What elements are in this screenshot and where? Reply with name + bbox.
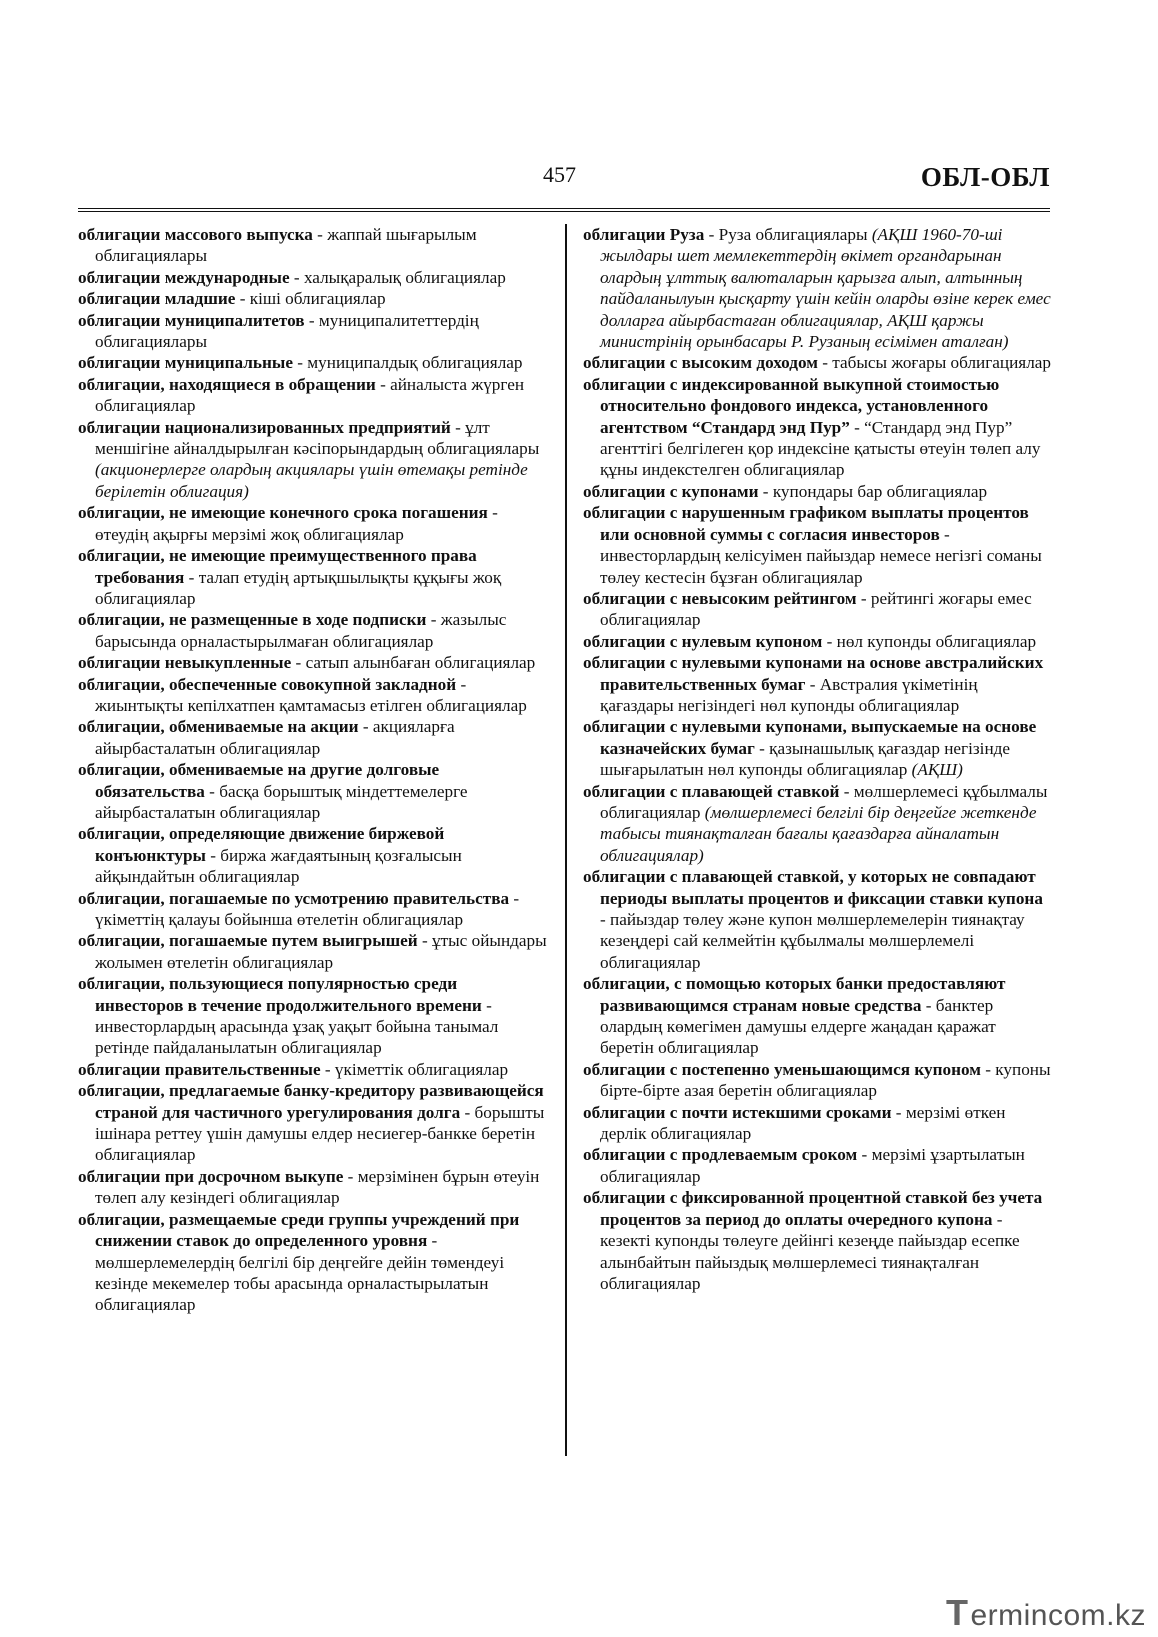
entry-term: облигации при досрочном выкупе bbox=[78, 1166, 344, 1186]
entry-separator: - bbox=[292, 353, 308, 373]
entry-term: облигации муниципальные bbox=[78, 353, 293, 373]
entry-translation: мөлшерлемесі құбылмалы облигациялар bbox=[600, 781, 1048, 822]
entry-term: облигации национализированных предприятий bbox=[78, 417, 451, 437]
entry-separator: - bbox=[205, 845, 221, 865]
dictionary-entry bbox=[78, 352, 548, 373]
entry-separator: - bbox=[980, 1059, 996, 1079]
entry-term: облигации с нулевыми купонами, выпускаемые на основе казначейских бумаг bbox=[583, 717, 1037, 758]
entry-term: облигации с почти истекшими сроками bbox=[583, 1102, 892, 1122]
entry-translation: нөл купонды облигациялар bbox=[836, 631, 1037, 651]
entry-translation: кіші облигациялар bbox=[249, 289, 386, 309]
entry-note: (АҚШ 1960-70-ші жылдары шет мемлекеттердің өкімет органдарынан олардың ұлттық валюталарын қарызға алып, алтынның пайдаланылуын қысқарту үшін кейін оларды өзіне керек емес долларға айырбастаған облигациялар, АҚШ қаржы министрінің орынбасары Р. Рузаның есімімен аталған) bbox=[600, 225, 1051, 352]
entry-separator: - bbox=[375, 374, 391, 394]
entry-term: облигации, с помощью которых банки предоставляют развивающимся странам новые средства bbox=[583, 974, 1006, 1015]
entry-separator: - bbox=[358, 717, 373, 737]
entry-separator: - bbox=[184, 567, 199, 587]
entry-translation: рейтингі жоғары емес облигациялар bbox=[600, 588, 1032, 630]
entry-translation: өтеудің ақырғы мерзімі жоқ облигациялар bbox=[95, 524, 404, 544]
dictionary-entry bbox=[583, 716, 1051, 780]
entry-translation: банктер олардың көмегімен дамушы елдерге жаңадан қаражат беретін облигациялар bbox=[600, 995, 996, 1058]
dictionary-entry bbox=[583, 1187, 1051, 1294]
entry-term: облигации, обмениваемые на другие долговые обязательства bbox=[78, 760, 440, 801]
entry-translation: ұлт меншігіне айналдырылған кәсіпорындардың облигациялары bbox=[95, 417, 540, 459]
entry-translation: талап етудің артықшылықты құқығы жоқ облигациялар bbox=[95, 567, 502, 608]
entry-term: облигации с плавающей ставкой bbox=[583, 781, 840, 801]
entry-separator: - bbox=[289, 267, 304, 287]
dictionary-entry bbox=[78, 374, 548, 417]
entry-separator: - bbox=[754, 738, 770, 758]
entry-term: облигации, определяющие движение биржевой конъюнктуры bbox=[78, 824, 445, 865]
termincom-logo bbox=[946, 1592, 1146, 1634]
entry-note: (акционерлерге олардың акциялары үшін өтемақы ретінде берілетін облигация) bbox=[95, 460, 528, 501]
entry-term: облигации с невысоким рейтингом bbox=[583, 588, 857, 608]
entry-translation: инвесторлардың келісуімен пайыздар немесе негізгі соманы төлеу кестесін бұзған облигациялар bbox=[600, 546, 1042, 587]
entry-term: облигации с нарушенным графиком выплаты процентов или основной суммы с согласия инвесторов bbox=[583, 503, 1029, 544]
entry-separator: - bbox=[921, 995, 936, 1015]
page-header bbox=[78, 158, 1050, 208]
entry-translation: ұтыс ойындары жолымен өтелетін облигациялар bbox=[95, 931, 547, 972]
entry-term: облигации правительственные bbox=[78, 1059, 321, 1079]
entry-separator: - bbox=[304, 310, 319, 330]
entry-term: облигации с продлеваемым сроком bbox=[583, 1145, 858, 1165]
column-divider bbox=[565, 224, 567, 1456]
entry-term: облигации, предлагаемые банку-кредитору развивающейся страной для частичного урегулирования долга bbox=[78, 1081, 544, 1122]
dictionary-entry bbox=[78, 759, 548, 823]
entry-term: облигации, размещаемые среди группы учреждений при снижении ставок до определенного уровня bbox=[78, 1209, 520, 1251]
entry-separator: - bbox=[343, 1166, 358, 1186]
entry-translation: акцияларға айырбасталатын облигациялар bbox=[95, 717, 455, 758]
left-column bbox=[78, 224, 548, 1316]
entry-translation: сатып алынбаған облигациялар bbox=[305, 653, 536, 673]
entry-term: облигации с нулевым купоном bbox=[583, 631, 823, 651]
entry-separator: - bbox=[417, 931, 433, 951]
entry-term: облигации, не имеющие конечного срока погашения bbox=[78, 503, 488, 523]
dictionary-entry bbox=[78, 652, 548, 673]
dictionary-entry bbox=[78, 930, 548, 973]
entry-translation: жаппай шығарылым облигациялары bbox=[95, 225, 477, 266]
entry-separator: - bbox=[456, 674, 467, 694]
dictionary-entry bbox=[583, 631, 1051, 652]
entry-term: облигации массового выпуска bbox=[78, 225, 313, 244]
entry-term: облигации невыкупленные bbox=[78, 653, 292, 673]
entry-term: облигации с плавающей ставкой, у которых не совпадают периоды выплаты процентов и фиксации ставки купона bbox=[583, 867, 1043, 908]
entry-term: облигации с постепенно уменьшающимся купоном bbox=[583, 1059, 981, 1079]
entry-translation: басқа борыштық міндеттемелерге айырбасталатын облигациялар bbox=[95, 781, 468, 822]
dictionary-entry bbox=[583, 1059, 1051, 1102]
entry-separator: - bbox=[856, 588, 871, 608]
dictionary-entry bbox=[78, 267, 548, 288]
entry-term: облигации, пользующиеся популярностью среди инвесторов в течение продолжительного времени bbox=[78, 974, 482, 1015]
dictionary-entry bbox=[78, 973, 548, 1059]
entry-separator: - bbox=[320, 1059, 335, 1079]
entry-term: облигации младшие bbox=[78, 289, 236, 309]
dictionary-entry bbox=[78, 716, 548, 759]
entry-translation: “Стандард энд Пур” агенттігі белгілеген қор индексіне қатысты өтеуін төлеп алу құны индекстелген облигациялар bbox=[600, 417, 1041, 480]
entry-translation: купоны бірте-бірте азая беретін облигациялар bbox=[600, 1059, 1051, 1101]
entry-term: облигации с нулевыми купонами на основе австралийских правительственных бумаг bbox=[583, 653, 1044, 694]
entry-separator: - bbox=[426, 610, 441, 630]
entry-separator: - bbox=[460, 1102, 475, 1122]
entry-translation: жазылыс барысында орналастырылмаған облигациялар bbox=[95, 610, 507, 651]
entry-translation: борышты ішінара реттеу үшін дамушы елдер несиегер-банкке беретін облигациялар bbox=[95, 1102, 545, 1165]
entry-term: облигации, не размещенные в ходе подписки bbox=[78, 610, 427, 630]
entry-term: облигации, обеспеченные совокупной закладной bbox=[78, 674, 457, 694]
entry-separator: - bbox=[817, 353, 833, 373]
entry-separator: - bbox=[487, 503, 498, 523]
entry-separator: - bbox=[204, 781, 220, 801]
entry-translation: инвесторлардың арасында ұзақ уақыт бойына танымал ретінде пайдаланылатын облигациялар bbox=[95, 1017, 499, 1058]
entry-term: облигации с высоким доходом bbox=[583, 353, 818, 373]
dictionary-entry bbox=[583, 866, 1051, 973]
logo-domain: .kz bbox=[1106, 1599, 1146, 1632]
entry-separator: - bbox=[857, 1145, 872, 1165]
right-column bbox=[583, 224, 1051, 1294]
dictionary-entry bbox=[78, 224, 548, 267]
entry-translation: Руза облигациялары bbox=[718, 225, 872, 244]
dictionary-entry bbox=[78, 288, 548, 309]
dictionary-entry bbox=[583, 352, 1051, 373]
entry-separator: - bbox=[450, 417, 466, 437]
dictionary-entry bbox=[78, 1209, 548, 1316]
entry-term: облигации, погашаемые путем выигрышей bbox=[78, 931, 418, 951]
entry-separator: - bbox=[758, 481, 773, 501]
dictionary-entry bbox=[78, 888, 548, 931]
entry-separator: - bbox=[849, 417, 865, 437]
dictionary-entry bbox=[78, 674, 548, 717]
entry-term: облигации Руза bbox=[583, 225, 705, 244]
dictionary-entry bbox=[78, 609, 548, 652]
entry-separator: - bbox=[235, 289, 250, 309]
entry-translation: мөлшерлемелердің белгілі бір деңгейге дейін төмендеуі кезінде мекемелер тобы арасында орналастырылатын облигациялар bbox=[95, 1252, 505, 1315]
entry-translation: купондары бар облигациялар bbox=[772, 481, 988, 501]
entry-translation: халықаралық облигациялар bbox=[303, 267, 506, 287]
entry-translation: Австралия үкіметінің қағаздары негізіндегі нөл купонды облигациялар bbox=[600, 674, 978, 715]
entry-translation: биржа жағдаятының қозғалысын айқындайтын облигациялар bbox=[95, 845, 462, 887]
entry-translation: мерзімі өткен дерлік облигациялар bbox=[600, 1102, 1006, 1144]
entry-separator: - bbox=[509, 888, 520, 908]
entry-separator: - bbox=[992, 1209, 1003, 1229]
logo-text: ermincom bbox=[970, 1599, 1107, 1632]
entry-translation: жиынтықты кепілхатпен қамтамасыз етілген облигациялар bbox=[95, 695, 527, 715]
entry-separator: - bbox=[600, 910, 611, 929]
entry-separator: - bbox=[704, 225, 719, 244]
entry-term: облигации, погашаемые по усмотрению правительства bbox=[78, 888, 510, 908]
entry-term: облигации, находящиеся в обращении bbox=[78, 374, 376, 394]
entry-separator: - bbox=[839, 781, 854, 801]
dictionary-entry bbox=[78, 1080, 548, 1166]
dictionary-entry bbox=[583, 224, 1051, 352]
logo-mark: T bbox=[945, 1592, 969, 1633]
entry-separator: - bbox=[891, 1102, 906, 1122]
entry-term: облигации с индексированной выкупной стоимостью относительно фондового индекса, установленного агентством “Стандард энд Пур” bbox=[583, 374, 1000, 437]
entry-translation: мерзімі ұзартылатын облигациялар bbox=[600, 1145, 1025, 1186]
dictionary-entry bbox=[583, 1144, 1051, 1187]
dictionary-entry bbox=[583, 1102, 1051, 1145]
entry-separator: - bbox=[427, 1231, 438, 1251]
dictionary-entry bbox=[78, 823, 548, 887]
entry-note: (АҚШ) bbox=[911, 760, 963, 780]
dictionary-entry bbox=[78, 1166, 548, 1209]
dictionary-entry bbox=[583, 374, 1051, 481]
entry-term: облигации муниципалитетов bbox=[78, 310, 305, 330]
entry-note: (мөлшерлемесі белгілі бір деңгейге жеткенде табысы тиянақталған бағалы қағаздарға айналатын облигациялар) bbox=[600, 802, 1037, 865]
entry-translation: табысы жоғары облигациялар bbox=[832, 353, 1052, 373]
entry-translation: муниципалитеттердің облигациялары bbox=[95, 310, 479, 352]
dictionary-entry bbox=[583, 502, 1051, 588]
entry-term: облигации, не имеющие преимущественного права требования bbox=[78, 546, 477, 587]
entry-term: облигации с купонами bbox=[583, 481, 759, 501]
entry-translation: кезекті купонды төлеуге дейінгі кезеңде пайыздар есепке алынбайтын пайыздық мөлшерлемесі тиянақталған облигациялар bbox=[600, 1231, 1020, 1293]
page-number: 457 bbox=[543, 162, 576, 187]
entry-translation: үкіметтің қалауы бойынша өтелетін облигациялар bbox=[95, 910, 464, 929]
entry-term: облигации с фиксированной процентной ставкой без учета процентов за период до оплаты очередного купона bbox=[583, 1188, 1043, 1229]
dictionary-entry bbox=[78, 502, 548, 545]
dictionary-entry bbox=[583, 781, 1051, 867]
entry-separator: - bbox=[481, 995, 492, 1015]
entry-separator: - bbox=[822, 631, 837, 651]
dictionary-entry bbox=[583, 588, 1051, 631]
entry-separator: - bbox=[805, 674, 820, 694]
entry-term: облигации международные bbox=[78, 267, 290, 287]
entry-translation: қазынашылық қағаздар негізінде шығарылатын нөл купонды облигациялар bbox=[600, 738, 1011, 780]
entry-translation: айналыста жүрген облигациялар bbox=[95, 374, 525, 416]
entry-separator: - bbox=[939, 524, 950, 544]
entry-term: облигации, обмениваемые на акции bbox=[78, 717, 359, 737]
dictionary-entry bbox=[583, 973, 1051, 1059]
entry-translation: үкіметтік облигациялар bbox=[334, 1059, 509, 1079]
entry-separator: - bbox=[312, 225, 328, 244]
running-head: ОБЛ-ОБЛ bbox=[920, 162, 1050, 192]
dictionary-entry bbox=[78, 310, 548, 353]
entry-translation: пайыздар төлеу және купон мөлшерлемелерін тиянақтау кезеңдері сай келмейтін құбылмалы мөлшерлемелі облигациялар bbox=[600, 910, 1025, 972]
dictionary-entry bbox=[583, 481, 1051, 502]
dictionary-entry bbox=[78, 1059, 548, 1080]
entry-translation: муниципалдық облигациялар bbox=[307, 353, 523, 373]
dictionary-entry bbox=[78, 545, 548, 609]
entry-separator: - bbox=[291, 653, 306, 673]
dictionary-entry bbox=[583, 652, 1051, 716]
entry-translation: мерзімінен бұрын өтеуін төлеп алу кезіндегі облигациялар bbox=[95, 1166, 540, 1208]
dictionary-entry bbox=[78, 417, 548, 503]
header-rule bbox=[78, 208, 1050, 212]
